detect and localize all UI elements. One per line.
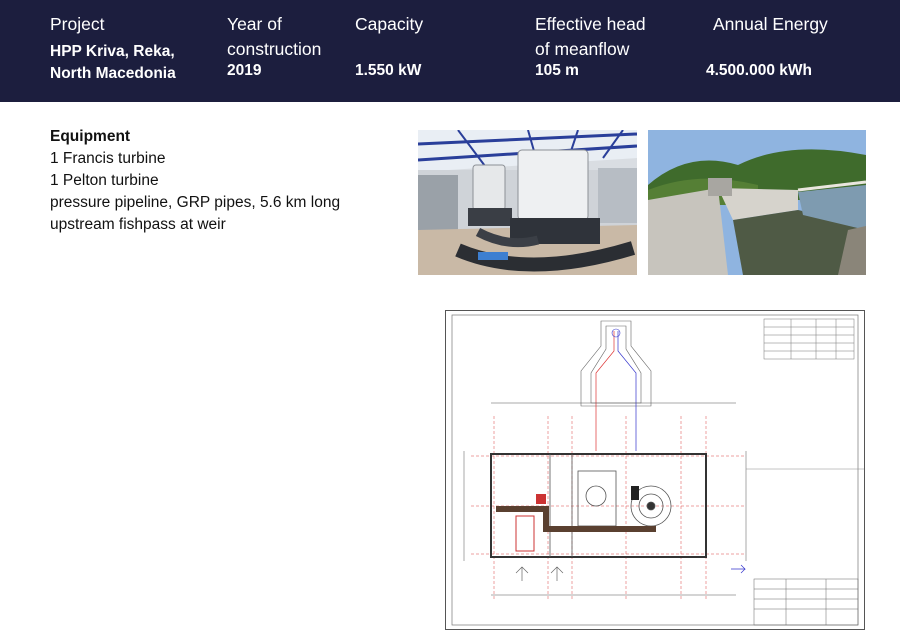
project-column [50, 12, 220, 85]
floor-plan-drawing [445, 310, 865, 630]
project-value: HPP Kriva, Reka, North Macedonia [50, 43, 176, 82]
powerhouse-interior-photo [418, 130, 637, 275]
drawing-legend-table [764, 319, 854, 359]
equipment-item: pressure pipeline, GRP pipes, 5.6 km long [50, 194, 341, 211]
capacity-value: 1.550 kW [355, 62, 422, 79]
year-column [227, 12, 347, 82]
equipment-item: 1 Francis turbine [50, 150, 166, 167]
energy-value: 4.500.000 kWh [706, 62, 812, 79]
capacity-column [355, 12, 475, 82]
year-label: Year of construction [227, 14, 322, 59]
equipment-item: 1 Pelton turbine [50, 172, 159, 189]
year-value: 2019 [227, 62, 262, 79]
project-header-band [0, 0, 900, 102]
energy-column [706, 12, 876, 82]
head-label: Effective head of meanflow [535, 14, 646, 59]
equipment-item: upstream fishpass at weir [50, 216, 226, 233]
capacity-label: Capacity [355, 14, 424, 34]
weir-photo [648, 130, 866, 275]
equipment-section [50, 126, 340, 236]
head-value: 105 m [535, 62, 579, 79]
head-column [535, 12, 685, 82]
energy-label: Annual Energy [713, 14, 828, 34]
equipment-title: Equipment [50, 128, 131, 145]
project-label: Project [50, 14, 105, 34]
